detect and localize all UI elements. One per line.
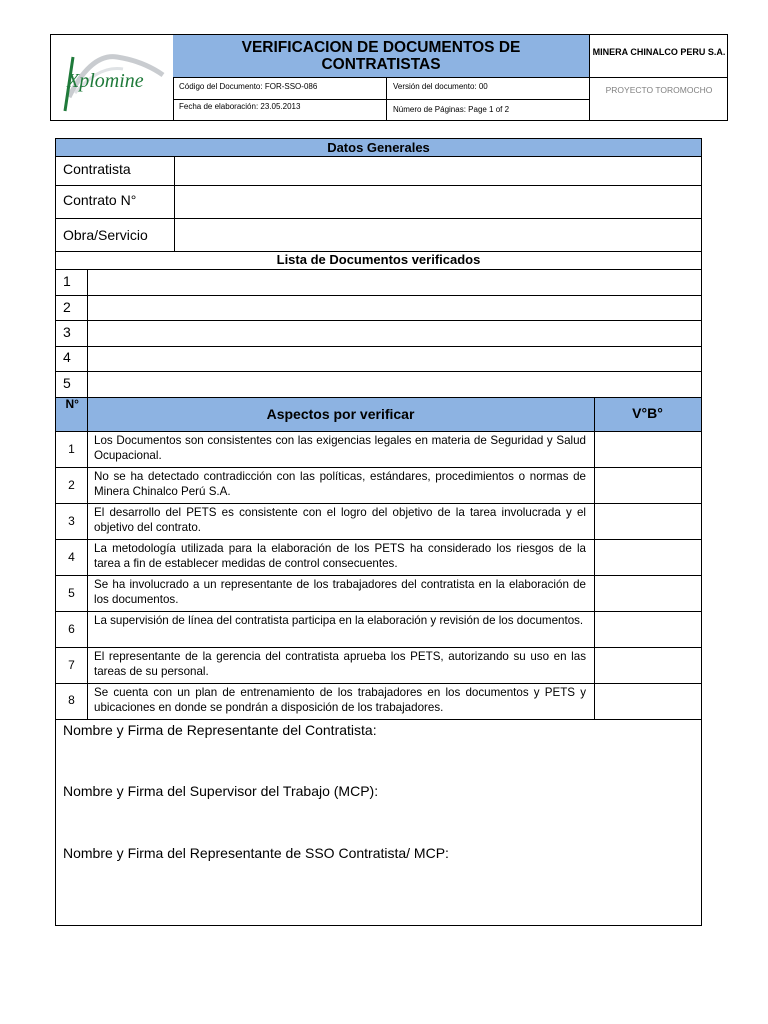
company-name: MINERA CHINALCO PERU S.A.	[592, 47, 726, 57]
contractor-field[interactable]	[175, 157, 701, 185]
aspect-text: Los Documentos son consistentes con las exigencias legales en materia de Seguridad y Salud Ocupacional.	[94, 434, 586, 462]
contract-number-label: Contrato N°	[63, 192, 137, 208]
document-header	[50, 34, 728, 121]
aspect-number: 4	[68, 550, 75, 564]
aspect-text: Se ha involucrado a un representante de los trabajadores del contratista en la elaboración de los documentos.	[94, 578, 586, 606]
project-name: PROYECTO TOROMOCHO	[605, 85, 713, 95]
aspect-number: 5	[68, 586, 75, 600]
aspect-number: 3	[68, 514, 75, 528]
approval-column-header: V°B°	[632, 405, 663, 421]
aspect-8-approval-cell[interactable]	[595, 684, 701, 719]
aspect-number: 7	[68, 658, 75, 672]
aspects-number-header: N°	[65, 397, 79, 411]
aspect-2-approval-cell[interactable]	[595, 468, 701, 503]
document-row-2-field[interactable]	[88, 296, 701, 320]
contractor-representative-signature: Nombre y Firma de Representante del Contratista:	[63, 722, 377, 738]
verification-form	[55, 138, 702, 926]
document-code: Código del Documento: FOR-SSO-086	[179, 82, 318, 91]
work-service-field[interactable]	[175, 219, 701, 251]
signature-area[interactable]	[56, 720, 701, 925]
work-service-label: Obra/Servicio	[63, 227, 148, 243]
document-row-number: 5	[63, 375, 71, 391]
document-row-5-field[interactable]	[88, 372, 701, 396]
document-row-1-field[interactable]	[88, 270, 701, 294]
aspect-number: 8	[68, 693, 75, 707]
aspect-text: No se ha detectado contradicción con las políticas, estándares, procedimientos o normas de Minera Chinalco Perú S.A.	[94, 470, 586, 498]
aspect-3-approval-cell[interactable]	[595, 504, 701, 539]
title-text: VERIFICACION DE DOCUMENTOS DE CONTRATISTAS	[241, 39, 521, 73]
document-title	[173, 35, 589, 78]
document-row-4-field[interactable]	[88, 347, 701, 371]
document-version: Versión del documento: 00	[393, 82, 488, 91]
aspect-7-approval-cell[interactable]	[595, 648, 701, 683]
document-row-number: 1	[63, 273, 71, 289]
page-count: Número de Páginas: Page 1 of 2	[393, 105, 510, 114]
contractor-label: Contratista	[63, 161, 131, 177]
aspect-5-approval-cell[interactable]	[595, 576, 701, 611]
sso-representative-signature: Nombre y Firma del Representante de SSO Contratista/ MCP:	[63, 845, 449, 861]
xplomine-logo-icon	[51, 35, 173, 120]
aspect-text: La metodología utilizada para la elaboración de los PETS ha considerado los riesgos de la tarea a fin de establecer medidas de control consecuentes.	[94, 542, 586, 570]
aspect-number: 1	[68, 442, 75, 456]
document-row-number: 3	[63, 324, 71, 340]
document-row-number: 4	[63, 349, 71, 365]
creation-date: Fecha de elaboración: 23.05.2013	[179, 102, 301, 111]
aspect-1-approval-cell[interactable]	[595, 432, 701, 467]
aspect-4-approval-cell[interactable]	[595, 540, 701, 575]
document-row-number: 2	[63, 299, 71, 315]
aspect-6-approval-cell[interactable]	[595, 612, 701, 647]
aspects-column-header: Aspectos por verificar	[266, 406, 415, 422]
contract-number-field[interactable]	[175, 186, 701, 218]
aspect-text: El representante de la gerencia del contratista aprueba los PETS, autorizando su uso en las tareas de su personal.	[94, 650, 586, 678]
company-logo	[51, 35, 174, 120]
aspect-number: 2	[68, 478, 75, 492]
aspect-text: El desarrollo del PETS es consistente con el logro del objetivo de la tarea involucrada y el objetivo del contrato.	[94, 506, 586, 534]
logo-text: Xplomine	[67, 70, 144, 92]
document-row-3-field[interactable]	[88, 321, 701, 345]
documents-list-header: Lista de Documentos verificados	[276, 252, 481, 267]
work-supervisor-signature: Nombre y Firma del Supervisor del Trabajo (MCP):	[63, 783, 379, 799]
aspect-text: Se cuenta con un plan de entrenamiento de los trabajadores en los documentos y PETS y ubicaciones en donde se pondrán a disposición de los trabajadores.	[94, 686, 586, 714]
company-cell	[589, 35, 728, 120]
aspect-text: La supervisión de línea del contratista participa en la elaboración y revisión de los documentos.	[94, 614, 584, 627]
aspect-number: 6	[68, 622, 75, 636]
general-data-header: Datos Generales	[56, 139, 701, 157]
